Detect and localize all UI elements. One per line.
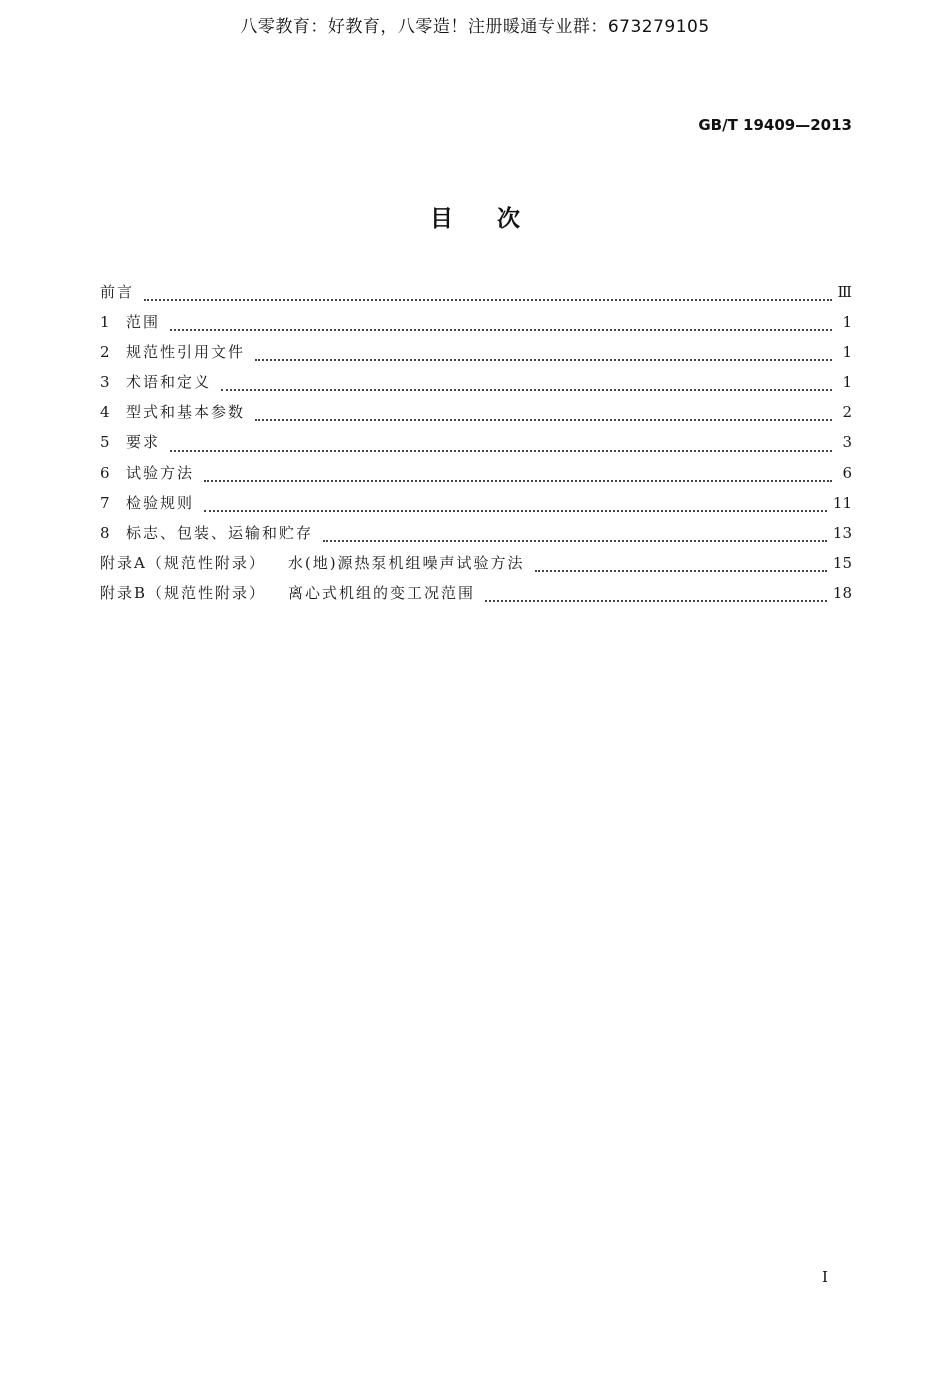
toc-entry-number: 3 [100, 373, 110, 392]
toc-entry-label: 要求 [126, 433, 161, 452]
toc-entry-subtitle: 水(地)源热泵机组噪声试验方法 [287, 553, 525, 572]
toc-entry-number: 2 [100, 343, 110, 362]
toc-entry-number: 6 [100, 463, 110, 482]
toc-leader-dots [170, 323, 832, 331]
toc-entry-annex-a[interactable] [100, 552, 852, 582]
watermark-banner: 八零教育：好教育，八零造！注册暖通专业群：673279105 [240, 17, 710, 37]
toc-entry-inspection-rules[interactable] [100, 492, 852, 522]
toc-entry-annex-b[interactable] [100, 582, 852, 612]
toc-entry-label: 标志、包装、运输和贮存 [126, 523, 314, 542]
toc-entry-test-methods[interactable] [100, 462, 852, 492]
toc-entry-foreword[interactable] [100, 281, 852, 311]
toc-entry-scope[interactable] [100, 311, 852, 341]
toc-leader-dots [221, 383, 832, 391]
toc-entry-label: 范围 [126, 313, 161, 332]
toc-leader-dots [535, 564, 827, 572]
toc-entry-requirements[interactable] [100, 431, 852, 461]
toc-entry-terms[interactable] [100, 371, 852, 401]
toc-entry-normative-references[interactable] [100, 341, 852, 371]
toc-entry-label: 附录A（规范性附录） [100, 553, 266, 572]
toc-entry-page: 11 [832, 493, 852, 512]
toc-entry-page: 15 [832, 553, 852, 572]
toc-entry-page: Ⅲ [837, 283, 852, 301]
toc-entry-label: 前言 [100, 283, 135, 301]
toc-entry-number: 1 [100, 313, 110, 332]
toc-entry-label: 术语和定义 [126, 373, 212, 392]
toc-entry-number: 8 [100, 523, 110, 542]
toc-entry-number: 5 [100, 433, 110, 452]
toc-entry-page: 2 [842, 403, 852, 422]
toc-entry-number: 4 [100, 403, 110, 422]
toc-entry-marking-packaging[interactable] [100, 522, 852, 552]
toc-leader-dots [255, 413, 832, 421]
toc-leader-dots [144, 293, 832, 301]
toc-entry-page: 18 [832, 583, 852, 602]
toc-entry-label: 试验方法 [126, 463, 195, 482]
toc-entry-label: 规范性引用文件 [126, 343, 246, 362]
toc-entry-page: 6 [842, 463, 852, 482]
toc-leader-dots [170, 444, 832, 452]
toc-entry-page: 13 [832, 523, 852, 542]
toc-entry-label: 检验规则 [126, 493, 195, 512]
toc-leader-dots [204, 474, 832, 482]
toc-entry-label: 附录B（规范性附录） [100, 583, 267, 602]
toc-entry-label: 型式和基本参数 [126, 403, 246, 422]
toc-entry-types-parameters[interactable] [100, 401, 852, 431]
toc-entry-page: 1 [842, 343, 852, 362]
toc-leader-dots [323, 534, 827, 542]
toc-entry-number: 7 [100, 493, 110, 512]
toc-entry-page: 3 [842, 433, 852, 452]
page-number: I [822, 1268, 828, 1286]
toc-leader-dots [485, 594, 827, 602]
toc-leader-dots [255, 353, 832, 361]
table-of-contents [100, 281, 852, 612]
toc-title: 目次 [430, 206, 564, 232]
toc-entry-subtitle: 离心式机组的变工况范围 [288, 583, 476, 602]
toc-leader-dots [204, 504, 827, 512]
toc-entry-page: 1 [842, 373, 852, 392]
toc-entry-page: 1 [842, 313, 852, 332]
standard-number: GB/T 19409—2013 [698, 116, 852, 134]
